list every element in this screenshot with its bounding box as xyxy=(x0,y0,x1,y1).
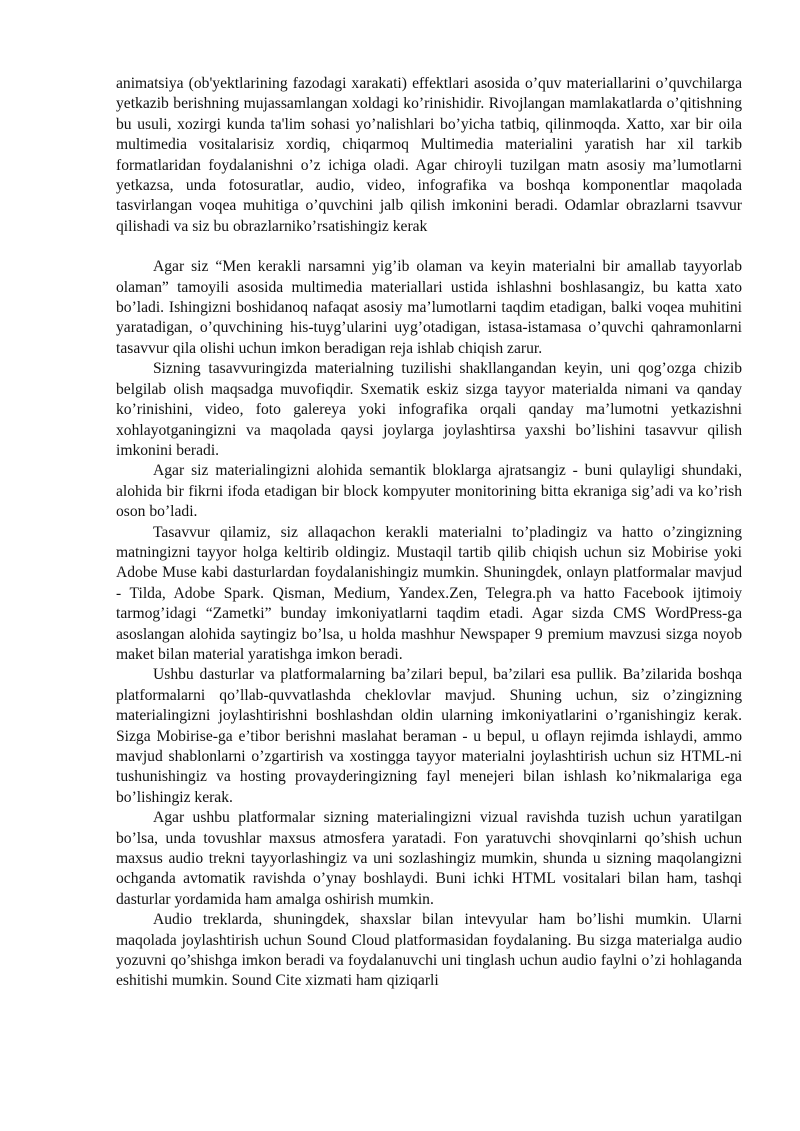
paragraph: Tasavvur qilamiz, siz allaqachon kerakli materialni to’pladingiz va hatto o’zingizning matningizni tayyor holga keltirib oldingiz. Mustaqil tartib qilib chiqish uchun siz Mobirise yoki Adobe Muse kabi dasturlardan foydalanishingiz mumkin. Shuningdek, onlayn platformalar mavjud - Tilda, Adobe Spark. Qisman, Medium, Yandex.Zen, Telegra.ph va hatto Facebook ijtimoiy tarmog’idagi “Zametki” bunday imkoniyatlarni taqdim etadi. Agar sizda CMS WordPress-ga asoslangan alohida saytingiz bo’lsa, u holda mashhur Newspaper 9 premium mavzusi sizga noyob maket bilan material yaratishga imkon beradi. xyxy=(116,523,742,663)
paragraph: Agar siz “Men kerakli narsamni yig’ib olaman va keyin materialni bir amallab tayyorlab olaman” tamoyili asosida multimedia materiallari ustida ishlashni boshlasangiz, bu katta xato bo’ladi. Ishingizni boshidanoq nafaqat asosiy ma’lumotlarni taqdim etadigan, balki voqea muhitini yaratadigan, o’quvchining his-tuyg’ularini uyg’otadigan, istasa-istamasa o’quvchi qahramonlarni tasavvur qila olishi uchun imkon beradigan reja ishlab chiqish zarur. xyxy=(116,258,742,357)
paragraph-continued: animatsiya (ob'yektlarining fazodagi xarakati) effektlari asosida o’quv materiallarini o’quvchilarga yetkazib berishning mujassamlangan xoldagi ko’rinishidir. Rivojlangan mamlakatlarda o’qitishning bu usuli, xozirgi kunda ta'lim sohasi yo’nalishlari bo’yicha tatbiq, qilinmoqda. Xatto, xar bir oila multimedia vositalarisiz xordiq, chiqarmoq Multimedia materialini yaratish har xil tarkib formatlaridan foydalanishni o’z ichiga oladi. Agar chiroyli tuzilgan matn asosiy ma’lumotlarni yetkazsa, unda fotosuratlar, audio, video, infografika va boshqa komponentlar maqolada tasvirlangan voqea muhitiga o’quvchini jalb qilish imkonini beradi. Odamlar obrazlarni tsavvur qilishadi va siz bu obrazlarniko’rsatishingiz kerak xyxy=(116,75,742,235)
document-page xyxy=(116,74,742,992)
paragraph: Ushbu dasturlar va platformalarning ba’zilari bepul, ba’zilari esa pullik. Ba’zilarida boshqa platformalarni qo’llab-quvvatlashda cheklovlar mavjud. Shuning uchun, siz o’zingizning materialingizni joylashtirishni boshlashdan oldin ularning imkoniyatlarini o’rganishingiz kerak. Sizga Mobirise-ga e’tibor berishni maslahat beraman - u bepul, u oflayn rejimda ishlaydi, ammo mavjud shablonlarni o’zgartirish va xostingga tayyor materialni joylashtirish uchun siz HTML-ni tushunishingiz va hosting provayderingizning fayl menejeri bilan ishlash ko’nikmalariga ega bo’lishingiz kerak. xyxy=(116,666,742,806)
paragraph: Agar siz materialingizni alohida semantik bloklarga ajratsangiz - buni qulayligi shundaki, alohida bir fikrni ifoda etadigan bir block kompyuter monitorining bitta ekraniga sig’adi va ko’rish oson bo’ladi. xyxy=(116,462,742,521)
paragraph: Agar ushbu platformalar sizning materialingizni vizual ravishda tuzish uchun yaratilgan bo’lsa, unda tovushlar maxsus atmosfera yaratadi. Fon yaratuvchi shovqinlarni qo’shish uchun maxsus audio trekni tayyorlashingiz va uni sozlashingiz mumkin, shunda u sizning maqolangizni ochganda avtomatik ravishda o’ynay boshlaydi. Buni ichki HTML vositalari bilan ham, tashqi dasturlar yordamida ham amalga oshirish mumkin. xyxy=(116,809,742,908)
paragraph: Sizning tasavvuringizda materialning tuzilishi shakllangandan keyin, uni qog’ozga chizib belgilab olish maqsadga muvofiqdir. Sxematik eskiz sizga tayyor materialda nimani va qanday ko’rinishini, video, foto galereya yoki infografika orqali qanday ma’lumotni yetkazishni xohlayotganingizni va maqolada qaysi joylarga joylashtirsa yaxshi bo’lishini tasavvur qilish imkonini beradi. xyxy=(116,360,742,459)
paragraph: Audio treklarda, shuningdek, shaxslar bilan intevyular ham bo’lishi mumkin. Ularni maqolada joylashtirish uchun Sound Cloud platformasidan foydalaning. Bu sizga materialga audio yozuvni qo’shishga imkon beradi va foydalanuvchi uni tinglash uchun audio faylni o’zi hohlaganda eshitishi mumkin. Sound Cite xizmati ham qiziqarli xyxy=(116,911,742,990)
